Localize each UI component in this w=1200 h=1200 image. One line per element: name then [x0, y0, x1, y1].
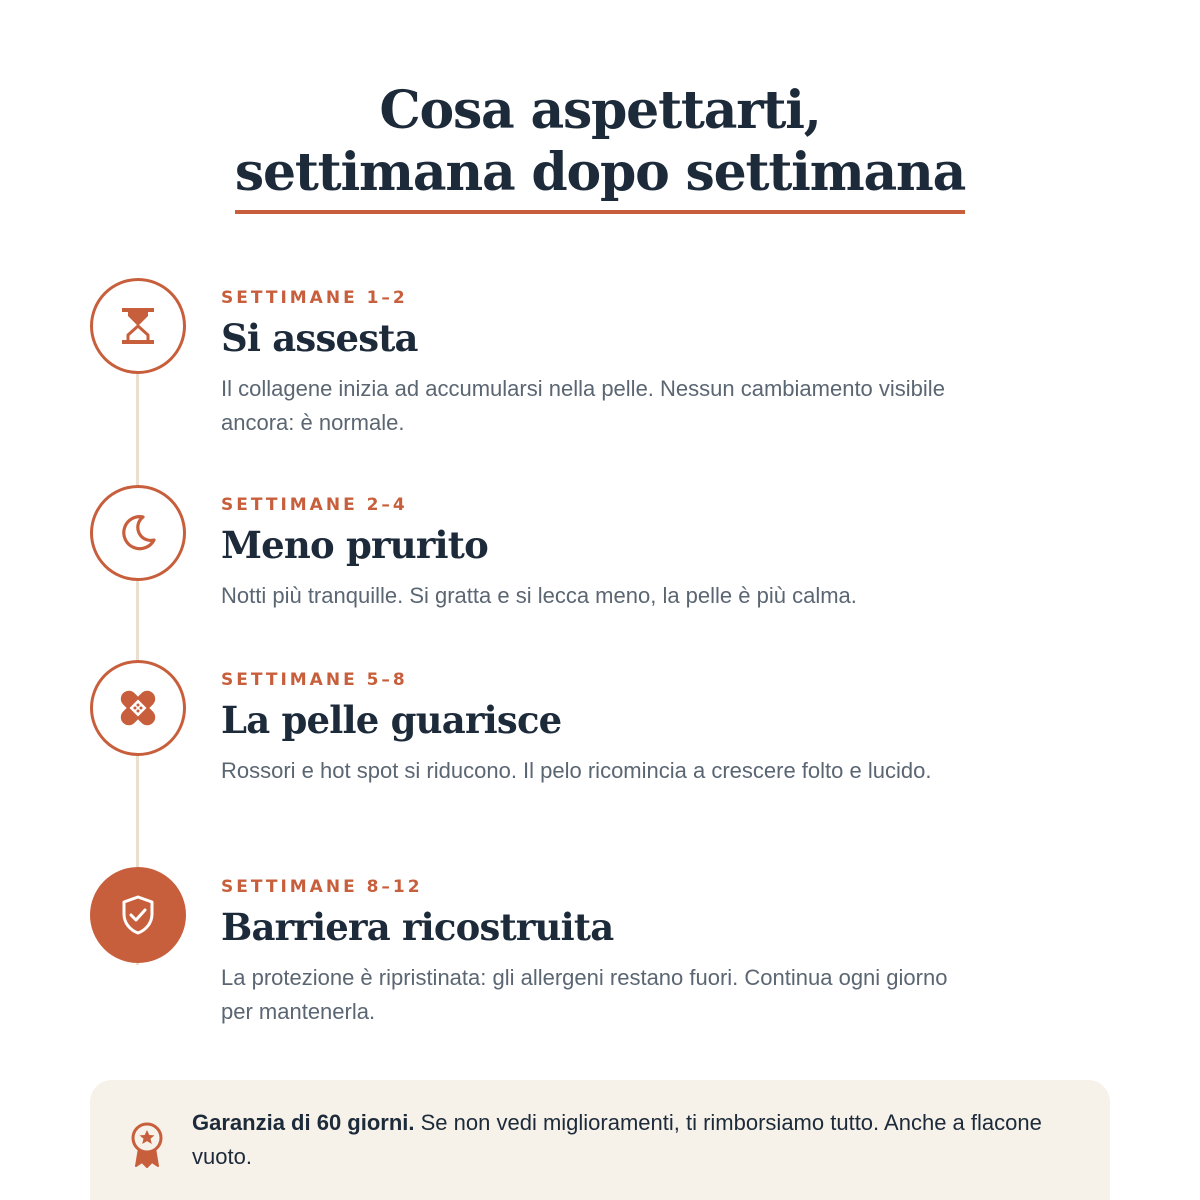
step-description: La protezione è ripristinata: gli allergeni restano fuori. Continua ogni giorno per mantenerla.: [221, 965, 948, 1024]
step-title: Meno prurito: [221, 523, 488, 567]
page-title: [0, 80, 1200, 214]
title-line-1: Cosa aspettarti,: [379, 80, 821, 141]
step-description: Il collagene inizia ad accumularsi nella pelle. Nessun cambiamento visibile ancora: è normale.: [221, 376, 945, 435]
guarantee-text: [192, 1106, 1072, 1174]
step-eyebrow: SETTIMANE 1–2: [221, 288, 408, 308]
step-title: Barriera ricostruita: [221, 905, 614, 949]
step-eyebrow: SETTIMANE 2–4: [221, 495, 408, 515]
step-title: La pelle guarisce: [221, 698, 562, 742]
guarantee-detail: Se non vedi miglioramenti, ti rimborsiamo tutto. Anche a flacone vuoto.: [192, 1110, 1042, 1169]
bandage-icon: [90, 660, 186, 756]
guarantee-bold: Garanzia di 60 giorni.: [192, 1110, 415, 1135]
step-eyebrow: SETTIMANE 5–8: [221, 670, 408, 690]
title-line-2: settimana dopo settimana: [235, 142, 965, 214]
step-title: Si assesta: [221, 316, 418, 360]
hourglass-icon: [90, 278, 186, 374]
step-description: Notti più tranquille. Si gratta e si lecca meno, la pelle è più calma.: [221, 583, 857, 608]
award-ribbon-icon: [130, 1120, 164, 1173]
step-eyebrow: SETTIMANE 8–12: [221, 877, 423, 897]
moon-icon: [90, 485, 186, 581]
shield-check-icon: [90, 867, 186, 963]
step-description: Rossori e hot spot si riducono. Il pelo ricomincia a crescere folto e lucido.: [221, 758, 932, 783]
guarantee-banner: [90, 1080, 1110, 1200]
